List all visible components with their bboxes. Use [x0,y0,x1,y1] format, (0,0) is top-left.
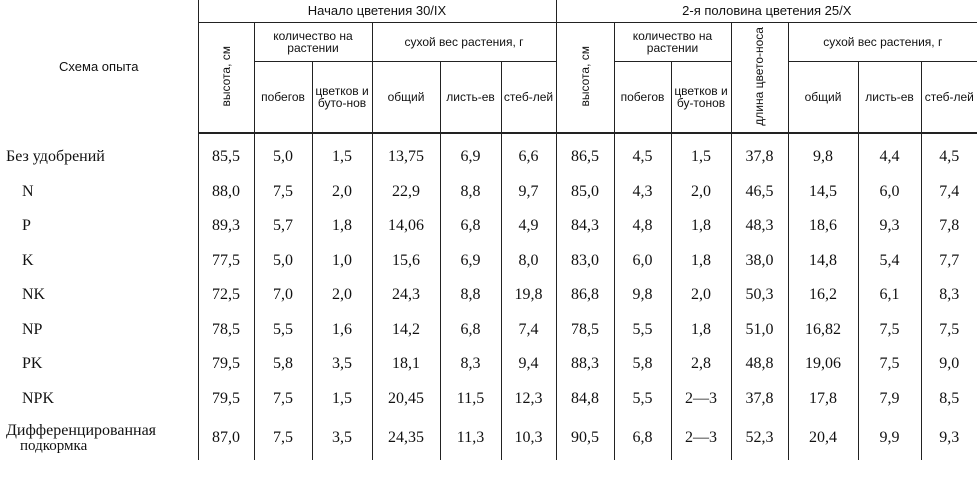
scheme-cell: NP [22,320,43,338]
value-cell: 7,0 [254,278,312,313]
value-cell: 78,5 [556,313,614,348]
table-header [0,0,977,133]
value-cell: 3,5 [312,416,372,460]
value-cell: 19,8 [501,278,556,313]
value-cell: 6,8 [440,209,501,244]
value-cell: 7,4 [921,175,977,210]
table-row [0,278,977,313]
leaves-header-2: листь-ев [858,62,921,134]
value-cell: 9,9 [858,416,921,460]
value-cell: 4,5 [614,133,671,175]
value-cell: 1,5 [671,133,731,175]
value-cell: 83,0 [556,244,614,279]
value-cell: 86,5 [556,133,614,175]
value-cell: 2—3 [671,416,731,460]
value-cell: 88,3 [556,347,614,382]
value-cell: 8,3 [440,347,501,382]
value-cell: 13,75 [372,133,440,175]
value-cell: 1,5 [312,382,372,417]
height-header-1: высота, см [198,23,254,134]
count-header-1: количество на растении [254,23,372,62]
scheme-cell: N [22,182,34,200]
value-cell: 10,3 [501,416,556,460]
period1-header: Начало цветения 30/IX [198,0,556,23]
value-cell: 7,4 [501,313,556,348]
value-cell: 17,8 [788,382,858,417]
value-cell: 37,8 [731,382,788,417]
value-cell: 5,0 [254,133,312,175]
value-cell: 7,5 [858,313,921,348]
value-cell: 7,5 [254,416,312,460]
value-cell: 14,8 [788,244,858,279]
height-header-2: высота, см [556,23,614,134]
value-cell: 78,5 [198,313,254,348]
value-cell: 5,5 [254,313,312,348]
value-cell: 9,3 [921,416,977,460]
value-cell: 46,5 [731,175,788,210]
value-cell: 7,5 [254,175,312,210]
value-cell: 37,8 [731,133,788,175]
value-cell: 88,0 [198,175,254,210]
value-cell: 5,4 [858,244,921,279]
dry-weight-header-2: сухой вес растения, г [788,23,977,62]
scheme-cell: Без удобрений [6,147,105,165]
stems-header-1: стеб-лей [501,62,556,134]
inflorescence-header: длина цвето-носа [731,23,788,134]
shoots-header-2: побегов [614,62,671,134]
value-cell: 84,3 [556,209,614,244]
total-header-2: общий [788,62,858,134]
table-body [0,133,977,460]
scheme-cell: P [22,217,31,235]
value-cell: 18,1 [372,347,440,382]
scheme-main-text: Дифференцированная [6,422,157,439]
value-cell: 1,8 [671,244,731,279]
value-cell: 5,0 [254,244,312,279]
value-cell: 6,9 [440,244,501,279]
value-cell: 12,3 [501,382,556,417]
value-cell: 18,6 [788,209,858,244]
value-cell: 50,3 [731,278,788,313]
value-cell: 85,0 [556,175,614,210]
value-cell: 4,8 [614,209,671,244]
scheme-cell: PK [22,355,43,373]
value-cell: 8,5 [921,382,977,417]
value-cell: 7,8 [921,209,977,244]
value-cell: 9,8 [788,133,858,175]
table-row [0,175,977,210]
scheme-cell [0,416,198,460]
value-cell: 14,5 [788,175,858,210]
value-cell: 7,7 [921,244,977,279]
flowers-header-1: цветков и буто-нов [312,62,372,134]
value-cell: 4,5 [921,133,977,175]
value-cell: 8,3 [921,278,977,313]
value-cell: 84,8 [556,382,614,417]
table-row [0,209,977,244]
value-cell: 24,35 [372,416,440,460]
value-cell: 2,0 [312,175,372,210]
value-cell: 8,0 [501,244,556,279]
value-cell: 51,0 [731,313,788,348]
value-cell: 5,5 [614,382,671,417]
table-row [0,416,977,460]
table-row [0,313,977,348]
value-cell: 48,8 [731,347,788,382]
value-cell: 20,45 [372,382,440,417]
scheme-cell: NPK [22,389,55,407]
value-cell: 2,8 [671,347,731,382]
value-cell: 1,0 [312,244,372,279]
value-cell: 9,0 [921,347,977,382]
value-cell: 6,8 [614,416,671,460]
value-cell: 6,6 [501,133,556,175]
value-cell: 16,2 [788,278,858,313]
value-cell: 89,3 [198,209,254,244]
value-cell: 14,06 [372,209,440,244]
value-cell: 9,8 [614,278,671,313]
value-cell: 79,5 [198,382,254,417]
value-cell: 2,0 [312,278,372,313]
value-cell: 1,8 [312,209,372,244]
period2-header: 2-я половина цветения 25/X [556,0,977,23]
value-cell: 1,6 [312,313,372,348]
value-cell: 15,6 [372,244,440,279]
stems-header-2: стеб-лей [921,62,977,134]
value-cell: 20,4 [788,416,858,460]
value-cell: 6,9 [440,133,501,175]
value-cell: 38,0 [731,244,788,279]
value-cell: 16,82 [788,313,858,348]
value-cell: 2,0 [671,175,731,210]
total-header-1: общий [372,62,440,134]
value-cell: 79,5 [198,347,254,382]
value-cell: 5,8 [614,347,671,382]
value-cell: 1,5 [312,133,372,175]
shoots-header-1: побегов [254,62,312,134]
value-cell: 52,3 [731,416,788,460]
value-cell: 8,8 [440,278,501,313]
value-cell: 6,8 [440,313,501,348]
value-cell: 7,5 [921,313,977,348]
value-cell: 6,1 [858,278,921,313]
leaves-header-1: листь-ев [440,62,501,134]
value-cell: 87,0 [198,416,254,460]
value-cell: 77,5 [198,244,254,279]
value-cell: 3,5 [312,347,372,382]
scheme-header: Схема опыта [59,58,139,74]
value-cell: 11,3 [440,416,501,460]
dry-weight-header-1: сухой вес растения, г [372,23,556,62]
scheme-sub-text: подкормка [20,438,88,454]
table-row [0,133,977,175]
value-cell: 72,5 [198,278,254,313]
value-cell: 6,0 [614,244,671,279]
value-cell: 7,5 [858,347,921,382]
value-cell: 4,9 [501,209,556,244]
value-cell: 1,8 [671,209,731,244]
value-cell: 4,4 [858,133,921,175]
value-cell: 19,06 [788,347,858,382]
count-header-2: количество на растении [614,23,731,62]
value-cell: 2—3 [671,382,731,417]
value-cell: 14,2 [372,313,440,348]
value-cell: 86,8 [556,278,614,313]
value-cell: 24,3 [372,278,440,313]
value-cell: 9,7 [501,175,556,210]
table-row [0,244,977,279]
value-cell: 5,7 [254,209,312,244]
value-cell: 2,0 [671,278,731,313]
value-cell: 7,5 [254,382,312,417]
value-cell: 5,8 [254,347,312,382]
scheme-cell: NK [22,286,46,304]
table-row [0,382,977,417]
value-cell: 4,3 [614,175,671,210]
flowers-header-2: цветков и бу-тонов [671,62,731,134]
value-cell: 9,3 [858,209,921,244]
scheme-cell: K [22,251,34,269]
value-cell: 9,4 [501,347,556,382]
table-row [0,347,977,382]
value-cell: 11,5 [440,382,501,417]
value-cell: 22,9 [372,175,440,210]
value-cell: 7,9 [858,382,921,417]
value-cell: 48,3 [731,209,788,244]
value-cell: 85,5 [198,133,254,175]
value-cell: 1,8 [671,313,731,348]
value-cell: 5,5 [614,313,671,348]
value-cell: 90,5 [556,416,614,460]
value-cell: 8,8 [440,175,501,210]
value-cell: 6,0 [858,175,921,210]
